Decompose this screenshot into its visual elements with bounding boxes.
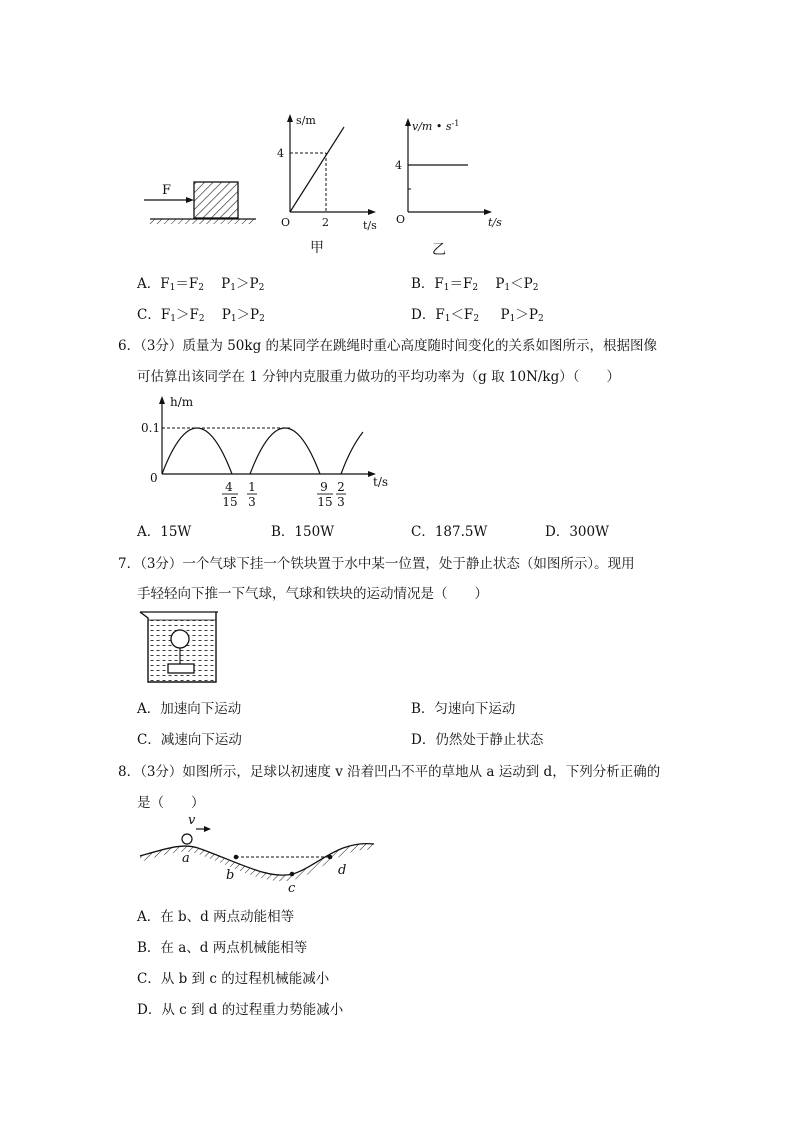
iron-block — [168, 664, 194, 673]
q7-option-d[interactable]: D．仍然处于静止状态 — [411, 732, 544, 748]
svg-text:15: 15 — [317, 495, 333, 509]
svg-text:c: c — [288, 881, 296, 896]
q7-stem-line2: 手轻轻向下推一下气球，气球和铁块的运动情况是（ ） — [137, 586, 488, 602]
svg-text:b: b — [226, 868, 235, 883]
svg-text:v: v — [188, 813, 196, 828]
block-force-figure — [140, 170, 260, 230]
height-time-graph — [140, 392, 400, 514]
svg-text:t/s: t/s — [488, 216, 502, 229]
force-label: F — [162, 183, 172, 198]
q5-option-d[interactable]: D．$F_1<F_2$ $P_1>P_2$ — [411, 307, 544, 324]
q6-option-a[interactable]: A．15W — [137, 524, 192, 540]
graph-yi-caption: 乙 — [432, 242, 446, 258]
q6-stem-line2: 可估算出该同学在 1 分钟内克服重力做功的平均功率为（g 取 10N/kg）（ ） — [137, 369, 621, 385]
q7-option-a[interactable]: A．加速向下运动 — [137, 701, 242, 717]
svg-text:2: 2 — [337, 480, 345, 494]
q6-stem-line1: 6．（3分）质量为 50kg 的某同学在跳绳时重心高度随时间变化的关系如图所示，根据图像 — [118, 338, 658, 354]
graph-jia — [270, 112, 390, 237]
tick-fraction-9-15 — [317, 480, 333, 509]
svg-text:s/m: s/m — [296, 114, 316, 127]
svg-text:t/s: t/s — [373, 475, 389, 489]
svg-text:d: d — [338, 863, 347, 878]
svg-text:h/m: h/m — [170, 395, 194, 409]
graph-yi — [392, 112, 512, 237]
q6-option-c[interactable]: C．187.5W — [411, 524, 488, 540]
svg-text:15: 15 — [222, 495, 238, 509]
q8-stem-line2: 是（ ） — [137, 795, 205, 811]
svg-text:3: 3 — [248, 495, 256, 509]
q7-option-b[interactable]: B．匀速向下运动 — [411, 701, 516, 717]
graph-jia-caption: 甲 — [310, 240, 324, 256]
svg-text:4: 4 — [277, 147, 284, 160]
tick-fraction-1-3 — [247, 480, 257, 509]
q5-option-b[interactable]: B．$F_1=F_2$ $P_1<P_2$ — [411, 276, 539, 293]
svg-text:O: O — [396, 213, 406, 226]
svg-text:a: a — [182, 851, 190, 866]
q8-option-a[interactable]: A．在 b、d 两点动能相等 — [137, 909, 295, 925]
tick-fraction-4-15 — [222, 480, 238, 509]
svg-text:2: 2 — [322, 216, 329, 229]
svg-text:0.1: 0.1 — [141, 421, 161, 435]
q6-option-d[interactable]: D．300W — [545, 524, 609, 540]
balloon — [171, 630, 189, 648]
football-terrain-figure — [138, 810, 378, 896]
svg-text:4: 4 — [395, 159, 402, 172]
q8-option-c[interactable]: C．从 b 到 c 的过程机械能减小 — [137, 971, 330, 987]
svg-text:O: O — [281, 216, 291, 229]
q8-option-d[interactable]: D．从 c 到 d 的过程重力势能减小 — [137, 1002, 344, 1018]
q8-stem-line1: 8．（3分）如图所示，足球以初速度 v 沿着凹凸不平的草地从 a 运动到 d，下列分析正确的 — [118, 764, 661, 780]
svg-text:1: 1 — [248, 480, 256, 494]
q5-option-a[interactable]: A．$F_1=F_2$ $P_1>P_2$ — [137, 276, 265, 293]
football — [182, 834, 192, 844]
svg-text:0: 0 — [150, 471, 158, 485]
beaker-balloon-figure — [138, 608, 228, 688]
q7-stem-line1: 7．（3分）一个气球下挂一个铁块置于水中某一位置，处于静止状态（如图所示）。现用 — [118, 556, 635, 572]
tick-fraction-2-3 — [336, 480, 346, 509]
q6-option-b[interactable]: B．150W — [271, 524, 335, 540]
svg-text:4: 4 — [225, 480, 233, 494]
svg-text:t/s: t/s — [363, 219, 377, 232]
svg-text:v/m • s-1: v/m • $s^{-1}$ — [412, 119, 460, 133]
svg-text:9: 9 — [320, 480, 328, 494]
q7-option-c[interactable]: C．减速向下运动 — [137, 732, 242, 748]
block — [194, 182, 238, 218]
q8-option-b[interactable]: B．在 a、d 两点机械能相等 — [137, 940, 308, 956]
q5-option-c[interactable]: C．$F_1>F_2$ $P_1>P_2$ — [137, 307, 265, 324]
svg-text:3: 3 — [337, 495, 345, 509]
